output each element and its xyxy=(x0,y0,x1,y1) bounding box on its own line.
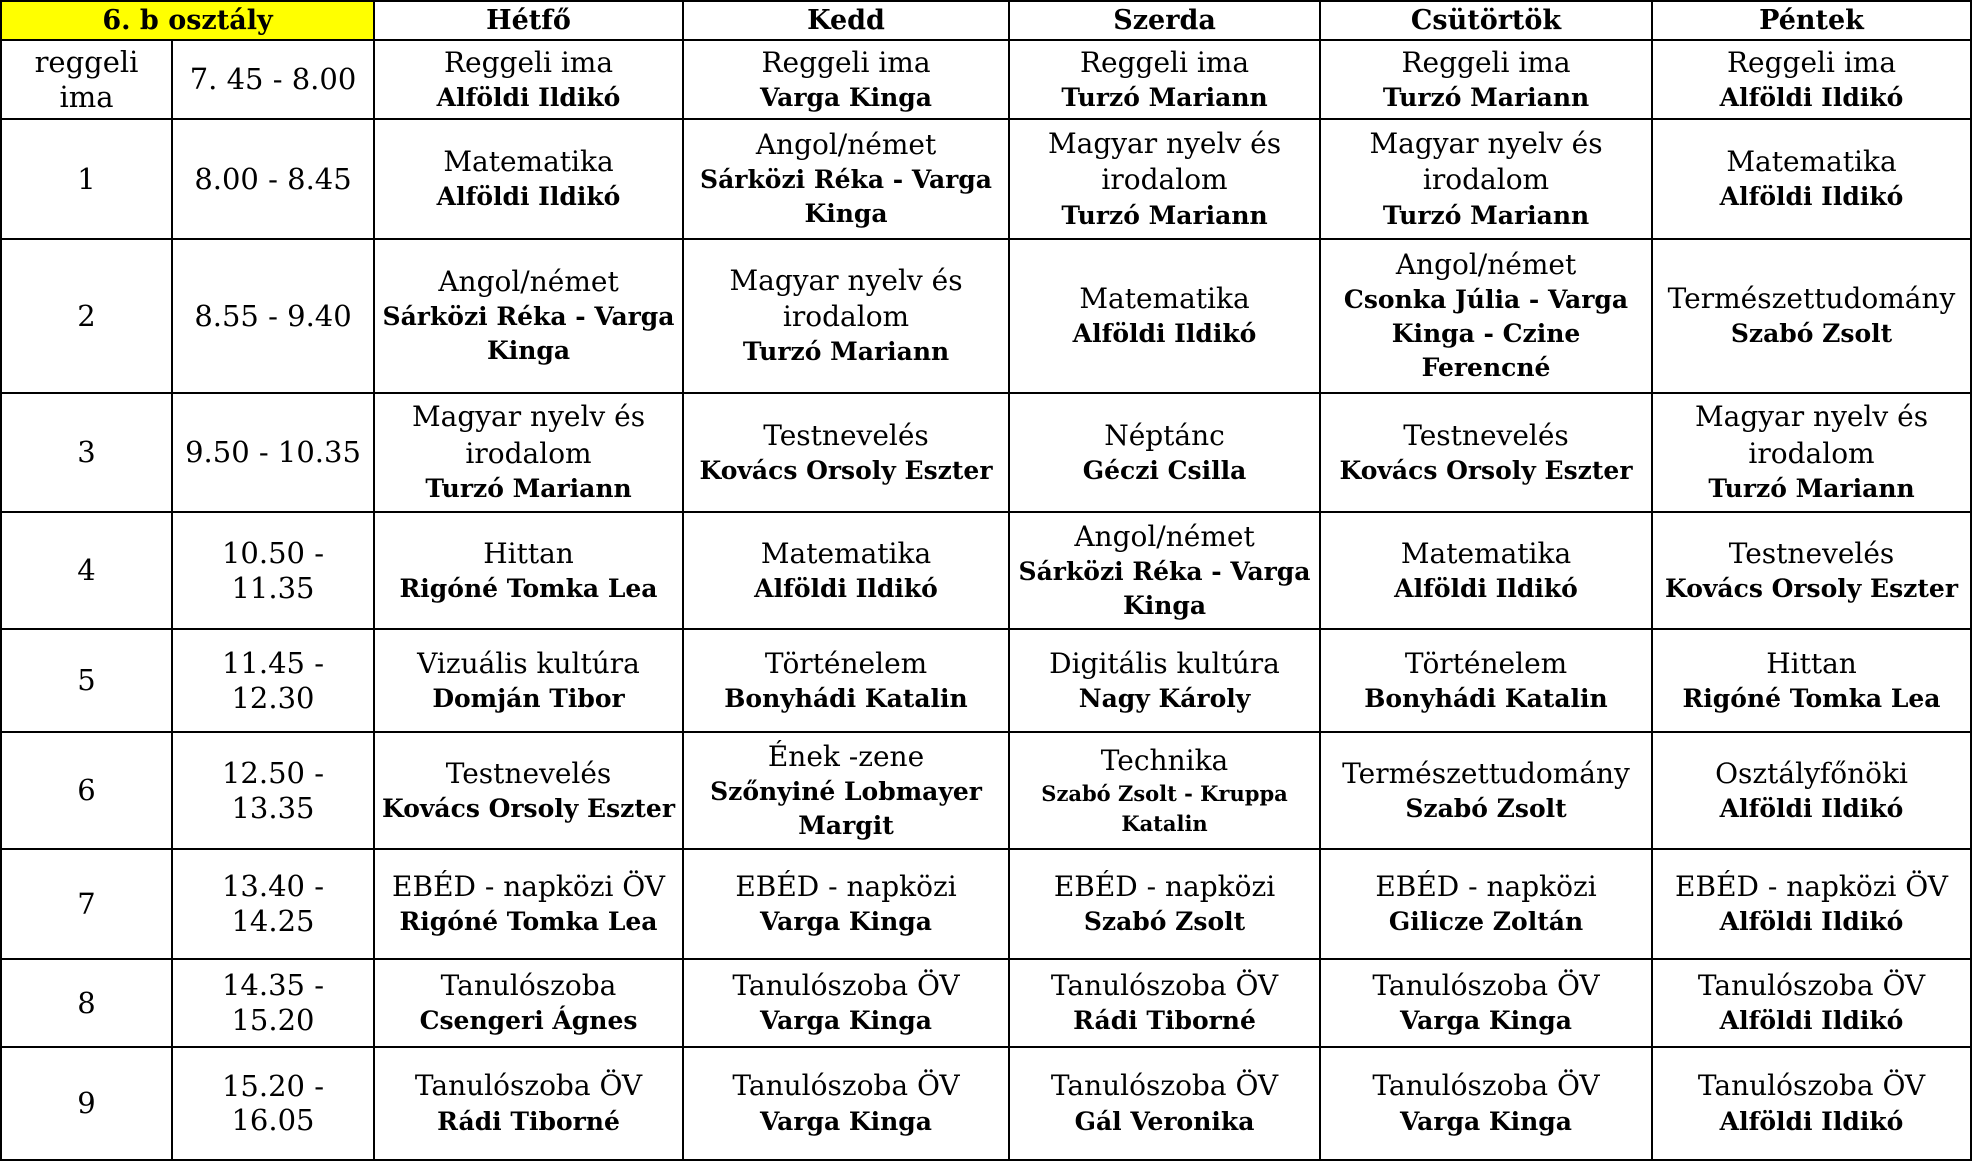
lesson-teacher: Domján Tibor xyxy=(432,684,625,714)
lesson-subject: Tanulószoba ÖV xyxy=(732,1069,960,1103)
lesson-subject: Magyar nyelv és irodalom xyxy=(1369,126,1603,197)
lesson-subject: Reggeli ima xyxy=(443,45,614,79)
lesson-subject: Természettudomány xyxy=(1667,281,1956,315)
period-cell: 1 xyxy=(1,119,172,238)
lesson-cell xyxy=(683,959,1009,1047)
lesson-cell xyxy=(683,40,1009,119)
lesson-teacher: Sárközi Réka - Varga Kinga xyxy=(700,165,992,229)
lesson-subject: Angol/német xyxy=(1395,247,1577,281)
lesson-cell xyxy=(1320,512,1652,629)
lesson-teacher: Varga Kinga xyxy=(1400,1006,1572,1036)
lesson-subject: Reggeli ima xyxy=(1079,45,1250,79)
lesson-cell xyxy=(1652,40,1971,119)
period-cell: 7 xyxy=(1,849,172,959)
lesson-subject: Történelem xyxy=(1404,646,1568,680)
time-cell: 8.55 - 9.40 xyxy=(172,239,374,393)
lesson-cell xyxy=(1009,393,1320,512)
lesson-teacher: Turzó Mariann xyxy=(1382,200,1590,230)
lesson-cell xyxy=(1652,512,1971,629)
lesson-teacher: Alföldi Ildikó xyxy=(1719,182,1904,212)
lesson-cell xyxy=(1009,40,1320,119)
lesson-cell xyxy=(374,1047,683,1160)
lesson-subject: EBÉD - napközi ÖV xyxy=(392,869,665,903)
timetable-body xyxy=(1,40,1971,1160)
lesson-subject: Tanulószoba ÖV xyxy=(414,1069,643,1103)
lesson-cell xyxy=(1320,849,1652,959)
lesson-subject: Tanulószoba ÖV xyxy=(1372,968,1600,1002)
lesson-teacher: Alföldi Ildikó xyxy=(436,82,621,112)
lesson-teacher: Alföldi Ildikó xyxy=(1394,574,1578,604)
timetable-row xyxy=(1,512,1971,629)
lesson-cell xyxy=(374,512,683,629)
lesson-teacher: Alföldi Ildikó xyxy=(754,574,938,604)
lesson-teacher: Szabó Zsolt xyxy=(1730,319,1893,349)
lesson-cell xyxy=(1009,849,1320,959)
day-header-wednesday: Szerda xyxy=(1009,1,1320,40)
lesson-teacher: Sárközi Réka - Varga Kinga xyxy=(1018,557,1311,621)
lesson-teacher: Turzó Mariann xyxy=(1382,82,1590,112)
lesson-teacher: Szabó Zsolt xyxy=(1405,794,1567,824)
lesson-subject: Reggeli ima xyxy=(1401,45,1571,79)
lesson-teacher: Varga Kinga xyxy=(760,1106,932,1136)
lesson-cell xyxy=(374,732,683,849)
time-cell: 11.45 - 12.30 xyxy=(172,629,374,732)
lesson-cell xyxy=(1320,629,1652,732)
lesson-teacher: Rigóné Tomka Lea xyxy=(1682,684,1941,714)
lesson-teacher: Alföldi Ildikó xyxy=(1719,907,1904,937)
timetable-row xyxy=(1,393,1971,512)
period-cell: reggeli ima xyxy=(1,40,172,119)
lesson-subject: EBÉD - napközi xyxy=(735,869,957,903)
time-cell: 10.50 - 11.35 xyxy=(172,512,374,629)
lesson-cell xyxy=(374,119,683,238)
lesson-subject: Tanulószoba ÖV xyxy=(732,968,960,1002)
lesson-teacher: Turzó Mariann xyxy=(1708,474,1915,504)
lesson-cell xyxy=(1009,119,1320,238)
period-cell: 5 xyxy=(1,629,172,732)
lesson-teacher: Csonka Júlia - Varga Kinga - Czine Ferencné xyxy=(1343,285,1629,383)
lesson-cell xyxy=(683,512,1009,629)
lesson-teacher: Csengeri Ágnes xyxy=(419,1006,638,1036)
lesson-teacher: Alföldi Ildikó xyxy=(1719,1106,1904,1136)
lesson-teacher: Turzó Mariann xyxy=(425,474,632,504)
lesson-cell xyxy=(683,849,1009,959)
period-cell: 3 xyxy=(1,393,172,512)
timetable-row xyxy=(1,1047,1971,1160)
lesson-cell xyxy=(1652,1047,1971,1160)
lesson-subject: Történelem xyxy=(764,646,928,680)
period-cell: 4 xyxy=(1,512,172,629)
lesson-teacher: Alföldi Ildikó xyxy=(436,182,621,212)
lesson-cell xyxy=(1009,732,1320,849)
lesson-cell xyxy=(1320,239,1652,393)
lesson-teacher: Gál Veronika xyxy=(1074,1106,1255,1136)
lesson-cell xyxy=(1009,629,1320,732)
day-header-friday: Péntek xyxy=(1652,1,1971,40)
lesson-subject: Tanulószoba ÖV xyxy=(1050,968,1279,1002)
lesson-subject: Matematika xyxy=(1400,536,1572,570)
lesson-subject: Osztályfőnöki xyxy=(1715,756,1908,790)
lesson-subject: Matematika xyxy=(1079,281,1250,315)
lesson-teacher: Géczi Csilla xyxy=(1082,455,1247,485)
lesson-subject: Ének -zene xyxy=(767,739,925,773)
lesson-teacher: Rigóné Tomka Lea xyxy=(399,574,658,604)
lesson-cell xyxy=(683,629,1009,732)
lesson-cell xyxy=(1652,732,1971,849)
lesson-subject: Tanulószoba ÖV xyxy=(1697,1069,1926,1103)
lesson-subject: EBÉD - napközi xyxy=(1053,869,1276,903)
lesson-cell xyxy=(1652,959,1971,1047)
timetable-row xyxy=(1,629,1971,732)
lesson-teacher: Alföldi Ildikó xyxy=(1719,1006,1904,1036)
lesson-cell xyxy=(374,393,683,512)
lesson-subject: Tanulószoba xyxy=(440,968,617,1002)
lesson-subject: Tanulószoba ÖV xyxy=(1697,968,1926,1002)
class-title: 6. b osztály xyxy=(1,1,374,40)
header-row xyxy=(1,1,1971,40)
lesson-subject: Magyar nyelv és irodalom xyxy=(1047,126,1282,197)
timetable-row xyxy=(1,959,1971,1047)
lesson-subject: Matematika xyxy=(1726,144,1897,178)
lesson-subject: Magyar nyelv és irodalom xyxy=(729,263,963,333)
lesson-teacher: Varga Kinga xyxy=(760,82,932,112)
lesson-cell xyxy=(683,239,1009,393)
time-cell: 9.50 - 10.35 xyxy=(172,393,374,512)
lesson-subject: Magyar nyelv és irodalom xyxy=(1694,400,1929,470)
lesson-subject: Angol/német xyxy=(438,264,619,298)
lesson-teacher: Varga Kinga xyxy=(760,1006,932,1036)
lesson-subject: Vizuális kultúra xyxy=(417,646,640,680)
lesson-cell xyxy=(1652,629,1971,732)
lesson-subject: Angol/német xyxy=(755,127,937,161)
lesson-teacher: Turzó Mariann xyxy=(1061,82,1268,112)
lesson-subject: Hittan xyxy=(1766,646,1857,680)
period-cell: 8 xyxy=(1,959,172,1047)
lesson-cell xyxy=(1009,1047,1320,1160)
time-cell: 8.00 - 8.45 xyxy=(172,119,374,238)
lesson-subject: Reggeli ima xyxy=(761,45,931,79)
lesson-teacher: Szabó Zsolt xyxy=(1083,907,1246,937)
lesson-cell xyxy=(1320,393,1652,512)
period-cell: 2 xyxy=(1,239,172,393)
lesson-teacher: Kovács Orsoly Eszter xyxy=(1339,455,1633,485)
lesson-teacher: Bonyhádi Katalin xyxy=(1364,684,1608,714)
lesson-teacher: Bonyhádi Katalin xyxy=(724,684,968,714)
lesson-cell xyxy=(1009,959,1320,1047)
lesson-cell xyxy=(1320,40,1652,119)
lesson-subject: Tanulószoba ÖV xyxy=(1372,1069,1600,1103)
lesson-teacher: Kovács Orsoly Eszter xyxy=(1665,574,1958,604)
lesson-subject: Testnevelés xyxy=(1728,536,1895,570)
lesson-subject: Testnevelés xyxy=(1403,418,1569,452)
lesson-subject: Technika xyxy=(1100,743,1229,777)
time-cell: 12.50 - 13.35 xyxy=(172,732,374,849)
lesson-subject: Testnevelés xyxy=(763,418,929,452)
lesson-cell xyxy=(1652,119,1971,238)
lesson-teacher: Varga Kinga xyxy=(760,907,932,937)
lesson-cell xyxy=(1320,119,1652,238)
lesson-teacher: Nagy Károly xyxy=(1078,684,1251,714)
lesson-teacher: Rádi Tiborné xyxy=(437,1106,620,1136)
timetable-row xyxy=(1,239,1971,393)
lesson-subject: Tanulószoba ÖV xyxy=(1050,1069,1279,1103)
lesson-subject: Digitális kultúra xyxy=(1049,646,1280,680)
lesson-subject: Magyar nyelv és irodalom xyxy=(411,400,646,470)
lesson-teacher: Turzó Mariann xyxy=(1061,200,1268,230)
timetable-row xyxy=(1,119,1971,238)
lesson-cell xyxy=(1652,849,1971,959)
lesson-cell xyxy=(1320,959,1652,1047)
lesson-teacher: Rigóné Tomka Lea xyxy=(399,907,658,937)
day-header-monday: Hétfő xyxy=(374,1,683,40)
lesson-cell xyxy=(1652,239,1971,393)
lesson-teacher: Alföldi Ildikó xyxy=(1719,82,1904,112)
lesson-teacher: Kovács Orsoly Eszter xyxy=(382,794,675,824)
lesson-subject: EBÉD - napközi xyxy=(1375,869,1597,903)
lesson-cell xyxy=(1320,1047,1652,1160)
lesson-teacher: Gilicze Zoltán xyxy=(1388,907,1584,937)
lesson-cell xyxy=(683,1047,1009,1160)
lesson-cell xyxy=(683,732,1009,849)
lesson-teacher: Rádi Tiborné xyxy=(1073,1006,1256,1036)
lesson-teacher: Sárközi Réka - Varga Kinga xyxy=(382,302,675,366)
lesson-subject: EBÉD - napközi ÖV xyxy=(1675,869,1948,903)
lesson-cell xyxy=(683,393,1009,512)
lesson-subject: Néptánc xyxy=(1104,418,1225,452)
lesson-subject: Hittan xyxy=(483,536,574,570)
lesson-cell xyxy=(374,239,683,393)
lesson-cell xyxy=(1652,393,1971,512)
lesson-cell xyxy=(683,119,1009,238)
timetable-row xyxy=(1,732,1971,849)
lesson-subject: Angol/német xyxy=(1074,519,1255,553)
timetable-row xyxy=(1,849,1971,959)
lesson-subject: Testnevelés xyxy=(445,756,612,790)
lesson-teacher: Turzó Mariann xyxy=(742,337,950,367)
lesson-subject: Természettudomány xyxy=(1342,756,1630,790)
time-cell: 14.35 - 15.20 xyxy=(172,959,374,1047)
day-header-thursday: Csütörtök xyxy=(1320,1,1652,40)
lesson-teacher: Kovács Orsoly Eszter xyxy=(699,455,993,485)
timetable-row xyxy=(1,40,1971,119)
lesson-subject: Matematika xyxy=(760,536,932,570)
lesson-teacher: Varga Kinga xyxy=(1400,1106,1572,1136)
time-cell: 7. 45 - 8.00 xyxy=(172,40,374,119)
lesson-subject: Matematika xyxy=(443,144,614,178)
period-cell: 9 xyxy=(1,1047,172,1160)
lesson-cell xyxy=(374,959,683,1047)
lesson-teacher: Alföldi Ildikó xyxy=(1072,319,1257,349)
lesson-cell xyxy=(374,40,683,119)
lesson-teacher: Szőnyiné Lobmayer Margit xyxy=(710,777,982,841)
lesson-subject: Reggeli ima xyxy=(1726,45,1897,79)
lesson-cell xyxy=(374,629,683,732)
time-cell: 13.40 - 14.25 xyxy=(172,849,374,959)
lesson-cell xyxy=(1009,239,1320,393)
lesson-teacher: Alföldi Ildikó xyxy=(1719,794,1904,824)
lesson-teacher: Szabó Zsolt - Kruppa Katalin xyxy=(1041,781,1288,837)
lesson-cell xyxy=(374,849,683,959)
time-cell: 15.20 - 16.05 xyxy=(172,1047,374,1160)
day-header-tuesday: Kedd xyxy=(683,1,1009,40)
period-cell: 6 xyxy=(1,732,172,849)
lesson-cell xyxy=(1320,732,1652,849)
lesson-cell xyxy=(1009,512,1320,629)
